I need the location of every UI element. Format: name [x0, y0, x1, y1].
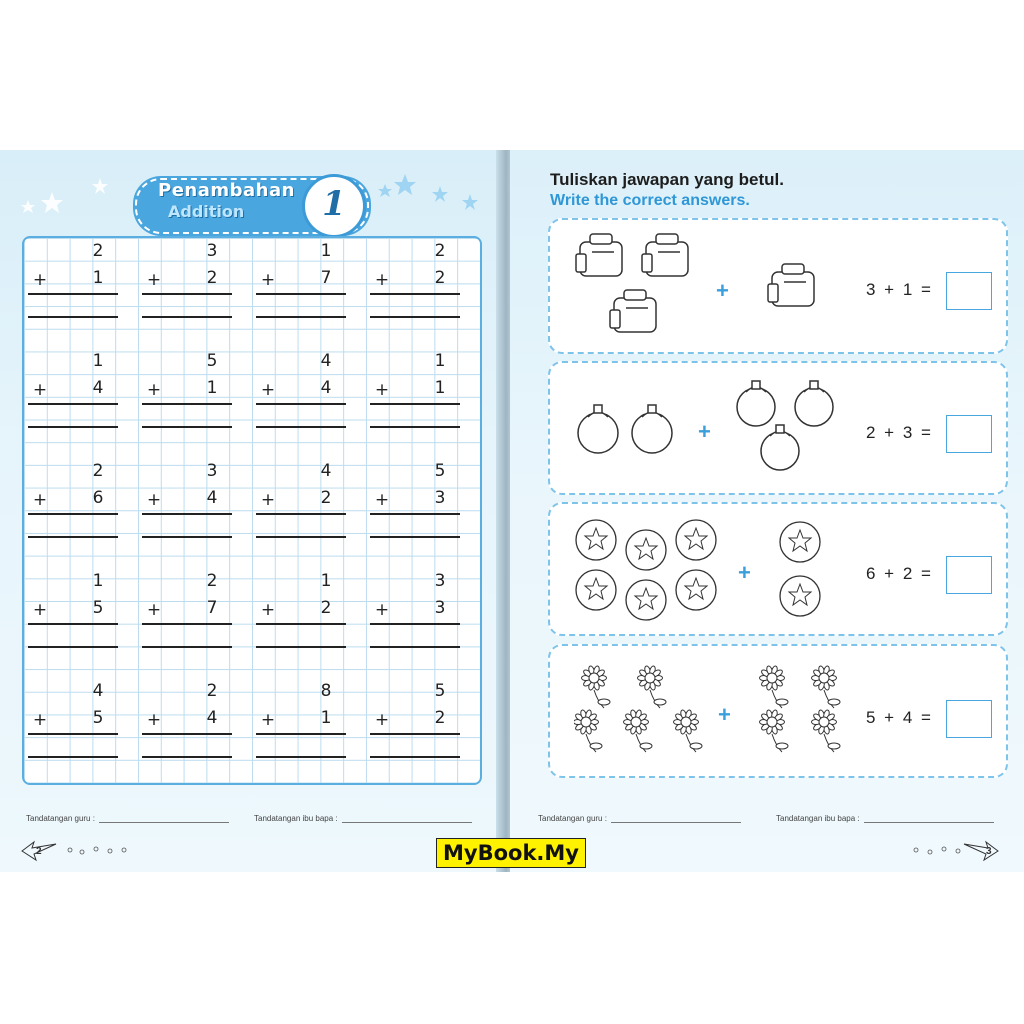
- addition-problem: [370, 458, 466, 544]
- answer-line[interactable]: [370, 646, 460, 648]
- bottom-number: 2: [434, 708, 446, 728]
- sum-line: [142, 623, 232, 625]
- answer-line[interactable]: [142, 756, 232, 758]
- addition-problem: [256, 678, 352, 764]
- sum-line: [142, 733, 232, 735]
- answer-line[interactable]: [28, 426, 118, 428]
- answer-box[interactable]: [946, 272, 992, 310]
- plus-sign: +: [374, 600, 390, 620]
- bottom-number: 2: [320, 488, 332, 508]
- equation: 2 + 3 =: [866, 423, 933, 442]
- star-ball-icon: [574, 514, 734, 624]
- sum-line: [28, 403, 118, 405]
- addition-problem: [142, 678, 238, 764]
- top-number: 1: [320, 571, 332, 591]
- answer-line[interactable]: [370, 316, 460, 318]
- top-number: 2: [434, 241, 446, 261]
- top-number: 3: [206, 461, 218, 481]
- parent-signature: [776, 814, 994, 823]
- sum-line: [370, 293, 460, 295]
- top-number: 1: [92, 571, 104, 591]
- addition-problem: [142, 238, 238, 324]
- teacher-signature: [538, 814, 741, 823]
- bag-icon: [574, 230, 714, 342]
- instruction-english: Write the correct answers.: [550, 192, 750, 209]
- parent-signature-label: Tandatangan ibu bapa :: [776, 814, 860, 823]
- top-number: 5: [206, 351, 218, 371]
- question-card: [548, 218, 1008, 354]
- answer-line[interactable]: [256, 536, 346, 538]
- title-number: 1: [322, 184, 346, 224]
- bottom-number: 6: [92, 488, 104, 508]
- instruction-malay: Tuliskan jawapan yang betul.: [550, 170, 784, 189]
- sum-line: [370, 733, 460, 735]
- bottom-number: 1: [92, 268, 104, 288]
- question-card: [548, 502, 1008, 636]
- bottom-number: 3: [434, 488, 446, 508]
- sum-line: [142, 403, 232, 405]
- plus-sign: +: [32, 600, 48, 620]
- addition-problem: [370, 568, 466, 654]
- bottom-number: 2: [206, 268, 218, 288]
- sum-line: [28, 733, 118, 735]
- plus-sign: +: [32, 490, 48, 510]
- top-number: 4: [92, 681, 104, 701]
- bottom-number: 7: [320, 268, 332, 288]
- top-number: 1: [434, 351, 446, 371]
- top-number: 1: [320, 241, 332, 261]
- equation: 5 + 4 =: [866, 708, 933, 727]
- answer-line[interactable]: [256, 316, 346, 318]
- top-number: 2: [92, 461, 104, 481]
- top-number: 5: [434, 681, 446, 701]
- addition-problem: [28, 348, 124, 434]
- sum-line: [256, 403, 346, 405]
- plus-sign: +: [32, 380, 48, 400]
- answer-line[interactable]: [142, 646, 232, 648]
- answer-line[interactable]: [370, 756, 460, 758]
- plus-sign: +: [374, 710, 390, 730]
- bottom-number: 2: [320, 598, 332, 618]
- addition-problem: [256, 568, 352, 654]
- addition-grid: [22, 236, 482, 785]
- parent-signature-line[interactable]: [864, 822, 994, 823]
- top-number: 3: [434, 571, 446, 591]
- sum-line: [28, 293, 118, 295]
- page-title: Penambahan: [158, 180, 295, 201]
- page-number: 2: [36, 846, 42, 857]
- top-number: 8: [320, 681, 332, 701]
- answer-line[interactable]: [256, 426, 346, 428]
- plus-sign: +: [374, 380, 390, 400]
- parent-signature-line[interactable]: [342, 822, 472, 823]
- page-subtitle: Addition: [168, 202, 245, 221]
- teacher-signature-label: Tandatangan guru :: [26, 814, 95, 823]
- page-number: 3: [986, 846, 992, 857]
- bottom-number: 2: [434, 268, 446, 288]
- top-number: 2: [206, 681, 218, 701]
- addition-problem: [28, 238, 124, 324]
- bottom-number: 4: [320, 378, 332, 398]
- answer-line[interactable]: [370, 426, 460, 428]
- top-number: 2: [206, 571, 218, 591]
- book-spread: [0, 150, 1024, 872]
- question-card: [548, 644, 1008, 778]
- answer-line[interactable]: [142, 316, 232, 318]
- answer-box[interactable]: [946, 700, 992, 738]
- question-card: [548, 361, 1008, 495]
- answer-line[interactable]: [256, 646, 346, 648]
- plus-sign: +: [146, 600, 162, 620]
- teacher-signature: [26, 814, 229, 823]
- addition-problem: [28, 678, 124, 764]
- answer-line[interactable]: [28, 316, 118, 318]
- addition-problem: [142, 568, 238, 654]
- teacher-signature-label: Tandatangan guru :: [538, 814, 607, 823]
- answer-line[interactable]: [370, 536, 460, 538]
- top-number: 4: [320, 351, 332, 371]
- addition-problem: [370, 348, 466, 434]
- sum-line: [256, 293, 346, 295]
- equation: 3 + 1 =: [866, 280, 933, 299]
- bottom-number: 1: [434, 378, 446, 398]
- bottom-number: 7: [206, 598, 218, 618]
- addition-problem: [256, 238, 352, 324]
- answer-line[interactable]: [142, 426, 232, 428]
- sum-line: [370, 513, 460, 515]
- answer-line[interactable]: [256, 756, 346, 758]
- plus-sign: +: [374, 270, 390, 290]
- plus-sign: +: [146, 490, 162, 510]
- top-number: 3: [206, 241, 218, 261]
- equation: 6 + 2 =: [866, 564, 933, 583]
- plus-sign: +: [260, 380, 276, 400]
- top-number: 1: [92, 351, 104, 371]
- addition-problem: [28, 458, 124, 544]
- plus-sign: +: [718, 702, 731, 727]
- mangosteen-icon: [734, 379, 844, 479]
- addition-problem: [142, 458, 238, 544]
- top-number: 2: [92, 241, 104, 261]
- plus-sign: +: [374, 490, 390, 510]
- addition-problem: [256, 458, 352, 544]
- left-page: [0, 150, 500, 872]
- plus-sign: +: [738, 560, 751, 585]
- plus-sign: +: [146, 270, 162, 290]
- plus-sign: +: [32, 270, 48, 290]
- top-number: 5: [434, 461, 446, 481]
- answer-line[interactable]: [28, 646, 118, 648]
- sum-line: [370, 403, 460, 405]
- bottom-number: 4: [206, 708, 218, 728]
- mangosteen-icon: [574, 399, 694, 459]
- addition-problem: [256, 348, 352, 434]
- addition-problem: [28, 568, 124, 654]
- parent-signature-label: Tandatangan ibu bapa :: [254, 814, 338, 823]
- bottom-number: 5: [92, 598, 104, 618]
- answer-line[interactable]: [142, 536, 232, 538]
- bottom-number: 3: [434, 598, 446, 618]
- sum-line: [256, 623, 346, 625]
- parent-signature: [254, 814, 472, 823]
- bottom-number: 1: [206, 378, 218, 398]
- plus-sign: +: [716, 278, 729, 303]
- bottom-number: 4: [92, 378, 104, 398]
- bottom-number: 1: [320, 708, 332, 728]
- watermark: MyBook.My: [436, 838, 586, 868]
- plus-sign: +: [260, 270, 276, 290]
- plus-sign: +: [698, 419, 711, 444]
- bag-icon: [764, 260, 824, 316]
- sum-line: [142, 513, 232, 515]
- star-ball-icon: [772, 518, 832, 628]
- answer-line[interactable]: [28, 756, 118, 758]
- teacher-signature-line[interactable]: [611, 822, 741, 823]
- plus-sign: +: [260, 600, 276, 620]
- answer-box[interactable]: [946, 556, 992, 594]
- answer-line[interactable]: [28, 536, 118, 538]
- plus-sign: +: [146, 710, 162, 730]
- sum-line: [28, 623, 118, 625]
- bottom-number: 5: [92, 708, 104, 728]
- addition-problem: [142, 348, 238, 434]
- flower-icon: [750, 660, 860, 770]
- addition-problem: [370, 238, 466, 324]
- flower-icon: [574, 660, 734, 770]
- plus-sign: +: [146, 380, 162, 400]
- plus-sign: +: [260, 490, 276, 510]
- sum-line: [142, 293, 232, 295]
- sum-line: [370, 623, 460, 625]
- top-number: 4: [320, 461, 332, 481]
- addition-problem: [370, 678, 466, 764]
- sum-line: [28, 513, 118, 515]
- sum-line: [256, 733, 346, 735]
- plus-sign: +: [260, 710, 276, 730]
- bottom-number: 4: [206, 488, 218, 508]
- plus-sign: +: [32, 710, 48, 730]
- teacher-signature-line[interactable]: [99, 822, 229, 823]
- right-page: [510, 150, 1024, 872]
- sum-line: [256, 513, 346, 515]
- answer-box[interactable]: [946, 415, 992, 453]
